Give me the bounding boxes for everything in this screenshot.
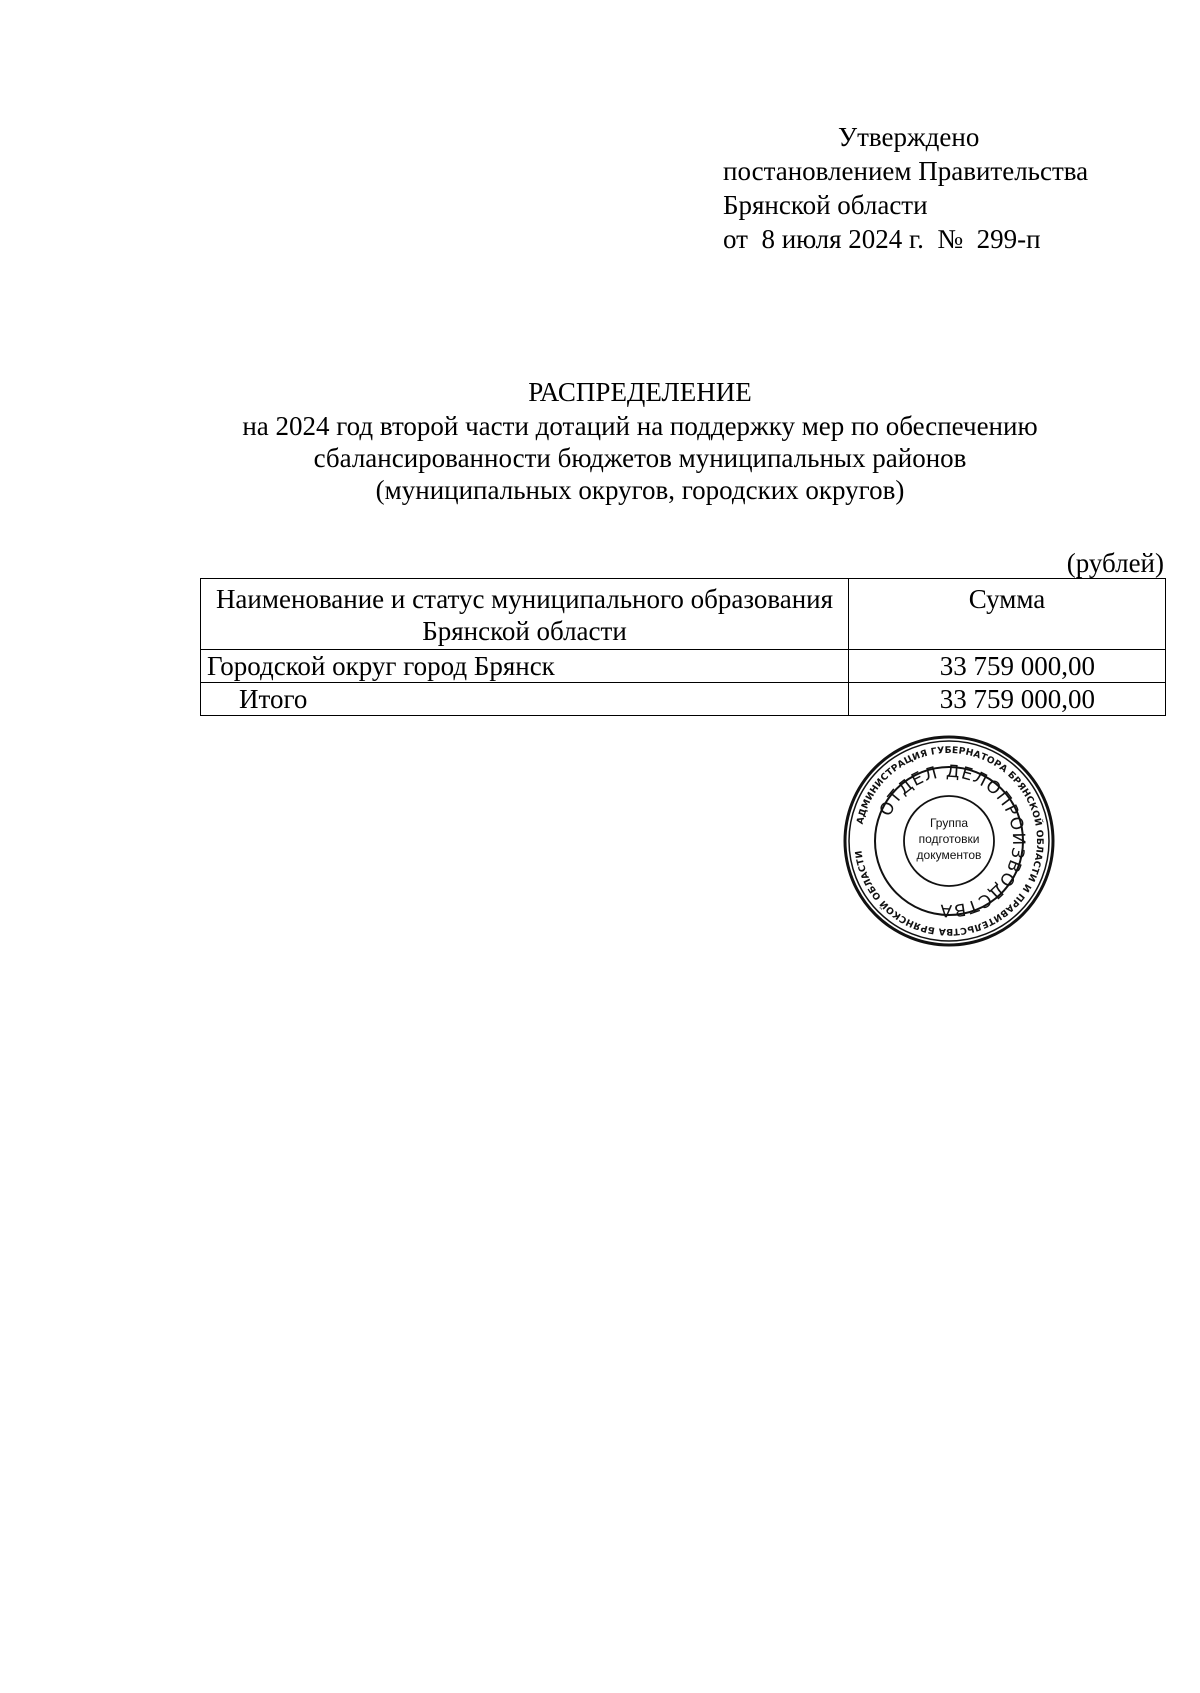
seal-outer-text: АДМИНИСТРАЦИЯ ГУБЕРНАТОРА БРЯНСКОЙ ОБЛАСТИ И ПРАВИТЕЛЬСТВА БРЯНСКОЙ ОБЛАСТИ [853,744,1046,938]
official-seal [842,734,1056,948]
approval-line-date-number: от 8 июля 2024 г. № 299-п [723,224,1041,254]
table-header-row [201,579,1166,650]
title-line-2: сбалансированности бюджетов муниципальных районов [313,443,967,473]
seal-center-line-3: документов [916,848,982,862]
title-line-1: на 2024 год второй части дотаций на поддержку мер по обеспечению [242,411,1038,441]
seal-middle-text: ОТДЕЛ ДЕЛОПРОИЗВОДСТВА [875,761,1029,921]
row-name: Городской округ город Брянск [201,650,849,683]
seal-center-line-2: подготовки [918,832,980,846]
total-sum: 33 759 000,00 [849,683,1166,716]
title-heading: РАСПРЕДЕЛЕНИЕ [528,377,752,407]
header-sum: Сумма [849,579,1166,650]
distribution-table [200,578,1166,716]
approval-line-approved: Утверждено [838,122,980,152]
seal-center-line-1: Группа [929,816,969,830]
approval-block [723,120,1088,256]
approval-line-region: Брянской области [723,190,928,220]
approval-line-resolution: постановлением Правительства [723,156,1089,186]
units-label: (рублей) [1066,548,1164,578]
title-line-3: (муниципальных округов, городских округов) [375,475,905,505]
header-name: Наименование и статус муниципального образования Брянской области [201,579,849,650]
document-title [200,376,1080,506]
table-row [201,650,1166,683]
table-total-row [201,683,1166,716]
row-sum: 33 759 000,00 [849,650,1166,683]
total-label: Итого [201,683,849,716]
